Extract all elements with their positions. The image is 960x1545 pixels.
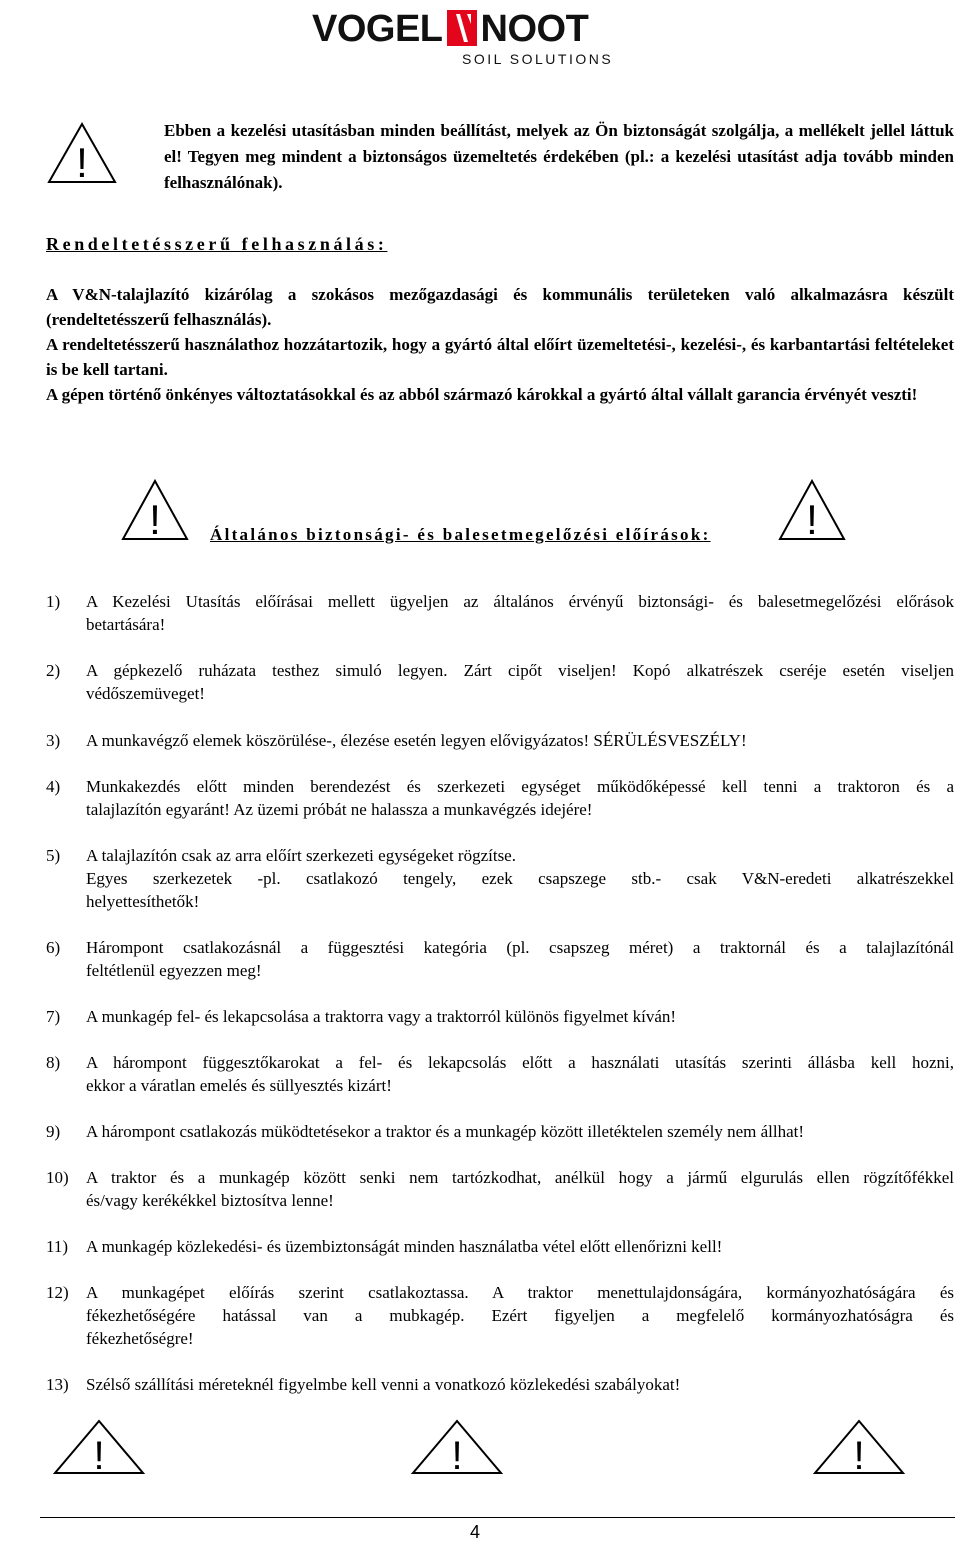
list-item-line: A hárompont függesztőkarokat a fel- és lekapcsolás előtt a használati utasítás szerinti állásba kell hozni, <box>86 1053 954 1072</box>
intended-use-paragraph: A gépen történő önkényes változtatásokkal és az abból származó károkkal a gyártó által vállalt garancia érvényét veszti! <box>46 385 918 404</box>
svg-text:!: ! <box>806 496 818 542</box>
list-item <box>46 1373 954 1396</box>
list-item-line: A munkagép fel- és lekapcsolása a traktorra vagy a traktorról különös figyelmet kíván! <box>86 1007 677 1026</box>
list-item-line: A hárompont csatlakozás müködtetésekor a traktor és a munkagép között illetéktelen személy nem állhat! <box>86 1122 805 1141</box>
intended-use-paragraphs <box>46 282 954 407</box>
svg-text:!: ! <box>853 1434 865 1476</box>
list-item-line: védőszemüveget! <box>86 684 205 703</box>
list-item <box>46 659 954 705</box>
list-item <box>46 1120 954 1143</box>
list-item-line: A munkagép közlekedési- és üzembiztonságát minden használatba vétel előtt ellenőrizni kell! <box>86 1237 723 1256</box>
list-item-number: 5) <box>46 846 61 865</box>
list-item-line: A traktor és a munkagép között senki nem tartózkodhat, anélkül hogy a jármű elgurulás ellen rögzítőfékkel <box>86 1168 954 1187</box>
logo-tagline: SOIL SOLUTIONS <box>462 51 614 67</box>
list-item-line: fékezhetőségre! <box>86 1329 194 1348</box>
logo-mark-icon <box>447 10 477 46</box>
list-item-line: A munkagépet előírás szerint csatlakoztassa. A traktor menettulajdonságára, kormányozhatóságára és <box>86 1283 954 1302</box>
intended-use-paragraph: A rendeltetésszerű használathoz hozzátartozik, hogy a gyártó által előírt üzemeltetési-, kezelési-, és karbantartási feltételeket is be kell tartani. <box>46 335 954 379</box>
list-item-line: Szélső szállítási méreteknél figyelmbe kell venni a vonatkozó közlekedési szabályokat! <box>86 1375 681 1394</box>
svg-text:!: ! <box>93 1434 105 1476</box>
list-item-line: Egyes szerkezetek -pl. csatlakozó tengely, ezek csapszege stb.- csak V&N-eredeti alkatrészekkel <box>86 869 954 888</box>
list-item <box>46 1051 954 1097</box>
list-item <box>46 590 954 636</box>
list-item-line: talajlazítón egyaránt! Az üzemi próbát ne halassza a munkavégzés idejére! <box>86 800 593 819</box>
list-item-line: A Kezelési Utasítás előírásai mellett ügyeljen az általános érvényű biztonsági- és balesetmegelőzési előrások <box>86 592 954 611</box>
list-item-line: feltétlenül egyezzen meg! <box>86 961 262 980</box>
list-item-number: 2) <box>46 661 61 680</box>
list-item <box>46 1005 954 1028</box>
footer-divider <box>40 1517 955 1518</box>
safety-rules-list <box>46 590 954 1396</box>
warning-triangle-icon <box>410 1418 504 1476</box>
list-item-number: 9) <box>46 1122 61 1141</box>
list-item-number: 7) <box>46 1007 61 1026</box>
warning-triangle-icon <box>777 478 847 542</box>
list-item <box>46 1166 954 1212</box>
list-item-number: 12) <box>46 1283 69 1302</box>
warning-triangle-icon <box>46 121 118 185</box>
list-item-number: 1) <box>46 592 61 611</box>
warning-triangle-icon <box>120 478 190 542</box>
list-item-line: ekkor a váratlan emelés és süllyesztés kizárt! <box>86 1076 392 1095</box>
list-item-line: Munkakezdés előtt minden berendezést és szerkezeti egységet működőképessé kell tenni a traktoron és a <box>86 777 954 796</box>
list-item-line: betartására! <box>86 615 166 634</box>
general-safety-title: Általános biztonsági- és balesetmegelőzési előírások: <box>210 525 711 544</box>
list-item-line: fékezhetőségére hatással van a mubkagép. Ezért figyeljen a megfelelő kormányozhatóságra és <box>86 1306 954 1325</box>
logo-text-right: NOOT <box>480 8 589 50</box>
intended-use-title: Rendeltetésszerű felhasználás: <box>46 234 388 254</box>
list-item-number: 3) <box>46 731 61 750</box>
svg-text:!: ! <box>451 1434 463 1476</box>
logo-text-left: VOGEL <box>312 8 443 50</box>
list-item-number: 10) <box>46 1168 69 1187</box>
intended-use-paragraph: A V&N-talajlazító kizárólag a szokásos mezőgazdasági és kommunális területeken való alkalmazásra készült (rendeltetésszerű felhasználás). <box>46 285 954 329</box>
list-item <box>46 936 954 982</box>
list-item-number: 8) <box>46 1053 61 1072</box>
svg-text:!: ! <box>149 496 161 542</box>
brand-logo <box>312 8 648 70</box>
list-item-line: A talajlazítón csak az arra előírt szerkezeti egységeket rögzítse. <box>86 846 516 865</box>
page-number: 4 <box>470 1522 481 1542</box>
list-item-line: helyettesíthetők! <box>86 892 200 911</box>
list-item <box>46 844 954 913</box>
svg-text:!: ! <box>76 139 88 185</box>
list-item <box>46 1281 954 1350</box>
warning-triangle-icon <box>812 1418 906 1476</box>
list-item <box>46 775 954 821</box>
list-item-number: 13) <box>46 1375 69 1394</box>
warning-triangle-icon <box>52 1418 146 1476</box>
list-item-line: A munkavégző elemek köszörülése-, élezése esetén legyen elővigyázatos! SÉRÜLÉSVESZÉLY! <box>86 731 747 750</box>
list-item-number: 4) <box>46 777 61 796</box>
intro-text: Ebben a kezelési utasításban minden beállítást, melyek az Ön biztonságát szolgálja, a mellékelt jellel láttuk el! Tegyen meg mindent a biztonságos üzemeltetés érdekében (pl.: a kezelési utasítást adja tovább minden felhasználónak). <box>164 121 954 192</box>
list-item-number: 11) <box>46 1237 69 1256</box>
list-item <box>46 1235 954 1258</box>
list-item-line: A gépkezelő ruházata testhez simuló legyen. Zárt cipőt viseljen! Kopó alkatrészek cseréje esetén viseljen <box>86 661 954 680</box>
list-item-line: és/vagy kerékékkel biztosítva lenne! <box>86 1191 334 1210</box>
list-item-number: 6) <box>46 938 61 957</box>
list-item-line: Hárompont csatlakozásnál a függesztési kategória (pl. csapszeg méret) a traktornál és a talajlazítónál <box>86 938 954 957</box>
list-item <box>46 729 954 752</box>
